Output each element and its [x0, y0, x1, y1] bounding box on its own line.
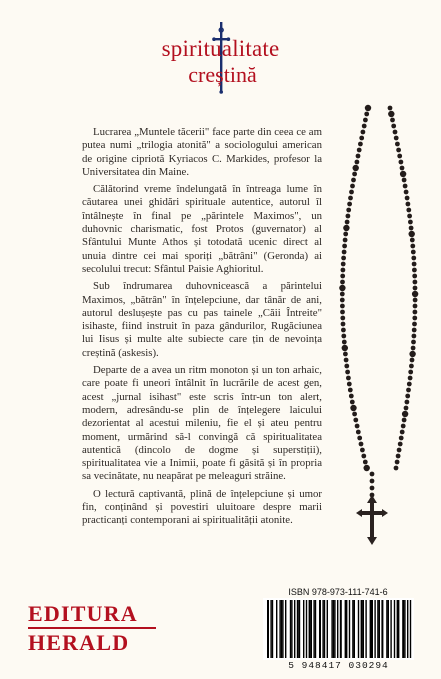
- rosary-bead: [411, 256, 416, 261]
- rosary-bead: [409, 226, 414, 231]
- rosary-bead: [346, 208, 351, 213]
- barcode-bar: [337, 600, 338, 658]
- barcode-bar: [374, 600, 375, 658]
- publisher-line-1: EDITURA: [28, 601, 138, 626]
- rosary-bead: [400, 171, 406, 177]
- barcode-bar: [285, 600, 286, 658]
- rosary-bead: [348, 388, 353, 393]
- barcode-bar: [363, 600, 364, 658]
- rosary-bead: [365, 105, 371, 111]
- rosary-bead: [404, 406, 409, 411]
- barcode-bar: [272, 600, 273, 658]
- rosary-bead: [342, 340, 347, 345]
- rosary-bead: [396, 148, 401, 153]
- rosary-bead: [408, 370, 413, 375]
- rosary-bead: [340, 304, 345, 309]
- rosary-bead: [341, 334, 346, 339]
- barcode-bar: [379, 600, 380, 658]
- rosary-bead: [413, 298, 418, 303]
- rosary-bead: [355, 160, 360, 165]
- rosary-bead: [412, 268, 417, 273]
- logo-line-1: spiritualitate: [161, 36, 280, 61]
- rosary-bead: [340, 280, 345, 285]
- rosary-bead: [411, 340, 416, 345]
- rosary-bead: [341, 262, 346, 267]
- rosary-bead: [340, 274, 345, 279]
- rosary-bead: [363, 118, 368, 123]
- barcode-bar: [398, 600, 399, 658]
- rosary-bead: [356, 154, 361, 159]
- barcode-bar: [298, 600, 300, 658]
- rosary-bead: [397, 448, 402, 453]
- rosary-bead: [412, 291, 418, 297]
- rosary-bead: [362, 124, 367, 129]
- rosary-bead: [364, 112, 369, 117]
- rosary-bead: [412, 328, 417, 333]
- barcode-bar: [294, 600, 295, 658]
- barcode-bar: [303, 600, 304, 658]
- barcode-bar: [371, 600, 373, 658]
- rosary-bead: [357, 148, 362, 153]
- barcode-bar: [377, 600, 378, 658]
- barcode-bar: [381, 600, 383, 658]
- barcode-bar: [333, 600, 334, 658]
- prayer-rope-icon: [310, 100, 430, 560]
- barcode-icon: [263, 598, 414, 660]
- rosary-bead: [395, 142, 400, 147]
- rosary-bead: [345, 370, 350, 375]
- barcode-bar: [334, 600, 335, 658]
- rosary-bead: [346, 376, 351, 381]
- publisher-line-2: HERALD: [28, 629, 130, 655]
- rosary-bead: [394, 136, 399, 141]
- rosary-bead: [412, 334, 417, 339]
- rosary-bead: [403, 184, 408, 189]
- rosary-bead: [402, 178, 407, 183]
- rosary-bead: [350, 400, 355, 405]
- rosary-bead: [394, 466, 399, 471]
- rosary-bead: [347, 382, 352, 387]
- rosary-bead: [412, 322, 417, 327]
- rosary-bead: [357, 436, 362, 441]
- rosary-bead: [396, 454, 401, 459]
- barcode-bar: [365, 600, 366, 658]
- rosary-bead: [412, 316, 417, 321]
- rosary-bead: [339, 285, 345, 291]
- rosary-bead: [408, 220, 413, 225]
- barcode-bar: [331, 600, 332, 658]
- rosary-bead: [347, 202, 352, 207]
- paragraph-1: Lucrarea „Muntele tăcerii" face parte din ceea ce am putea numi „trilogia atonită" a sociologului american de origine cipriotă Kyriacos C. Markides, profesor la Universitatea din Maine.: [82, 126, 322, 178]
- barcode-bar: [345, 600, 346, 658]
- rosary-bead: [399, 160, 404, 165]
- paragraph-3: Sub îndrumarea duhovnicească a părintelui Maximos, „bătrân" în înțelepciune, dar tânăr de ani, autorul deslușește pas cu pas tainele „Căii Întreite" isihaste, fiind instruit în paza gândurilor, Rugăciunea lui Iisus și multe alte subiecte care țin de nevoința creștină (askesis).: [82, 280, 322, 359]
- rosary-bead: [410, 238, 415, 243]
- barcode-bar: [407, 600, 408, 658]
- barcode-bar: [290, 600, 291, 658]
- barcode-bar: [358, 600, 359, 658]
- rosary-bead: [409, 351, 415, 357]
- rosary-bead: [393, 130, 398, 135]
- rosary-bead: [413, 286, 418, 291]
- rosary-bead: [406, 208, 411, 213]
- rosary-bead: [340, 298, 345, 303]
- rosary-bead: [404, 190, 409, 195]
- barcode-bar: [306, 600, 307, 658]
- barcode-bar: [313, 600, 314, 658]
- logo-line-2: creștină: [188, 62, 257, 87]
- rosary-bead: [342, 244, 347, 249]
- barcode-bar: [297, 600, 298, 658]
- rosary-bead: [412, 262, 417, 267]
- rosary-bead: [350, 184, 355, 189]
- rosary-bead: [406, 202, 411, 207]
- barcode-bar: [346, 600, 347, 658]
- rosary-bead: [342, 250, 347, 255]
- rosary-bead: [413, 310, 418, 315]
- rosary-bead: [344, 358, 349, 363]
- barcode-bar: [322, 600, 323, 658]
- rosary-bead: [408, 376, 413, 381]
- rosary-bead: [410, 244, 415, 249]
- rosary-bead: [355, 424, 360, 429]
- paragraph-2: Călătorind vreme îndelungată în întreaga lume în căutarea unei ghidări spirituale autentice, autorul îl întâlnește în final pe „părintele Maximos", un duhovnic charismatic, fost Protos (guvernator) al Sfântului Munte Athos și totodată ucenic direct al unuia dintre cei mai sporiți „bătrâni" (Geronda) ai secolului trecut: Sfântul Paisie Aghioritul.: [82, 183, 322, 275]
- rosary-bead: [358, 142, 363, 147]
- blurb-text: [82, 126, 322, 532]
- rosary-bead: [352, 172, 357, 177]
- rosary-bead: [363, 460, 368, 465]
- barcode-bar: [397, 600, 398, 658]
- rosary-bead: [351, 178, 356, 183]
- rosary-bead: [352, 412, 357, 417]
- barcode-bar: [354, 600, 355, 658]
- rosary-bead: [412, 274, 417, 279]
- rosary-bead: [409, 231, 415, 237]
- rosary-bead: [390, 118, 395, 123]
- rosary-bead: [349, 190, 354, 195]
- barcode-bar: [276, 600, 277, 658]
- rosary-bead: [398, 442, 403, 447]
- paragraph-5: O lectură captivantă, plină de înțelepciune și umor fin, conținând și povestiri uluitoare despre marii practicanți contemporani ai spiritualității atonite.: [82, 487, 322, 527]
- rosary-bead: [360, 448, 365, 453]
- barcode-bar: [324, 600, 325, 658]
- rosary-bead: [409, 364, 414, 369]
- rosary-bead: [353, 418, 358, 423]
- rosary-bead: [411, 250, 416, 255]
- rosary-bead: [401, 424, 406, 429]
- barcode-bar: [291, 600, 292, 658]
- barcode-bar: [404, 600, 405, 658]
- rosary-bead: [349, 394, 354, 399]
- paragraph-4: Departe de a avea un ritm monoton și un ton arhaic, care poate fi uneori întâlnit în lucrările de acest gen, acest „jurnal isihast" este scris într-un ton alert, modern, adresându-se plin de înțelegere laicului dezorientat al acestui mileniu, fie el și ateu pentru moment, urmărind să-l convingă că spiritualitatea autentică (dincolo de dogme și superstiții), spiritualitatea vie a Inimii, poate fi găsită și în propria sa vecinătate, nu neapărat pe meleaguri străine.: [82, 364, 322, 483]
- rosary-bead: [361, 454, 366, 459]
- rosary-bead: [407, 214, 412, 219]
- barcode-bar: [267, 600, 269, 658]
- rosary-bead: [341, 256, 346, 261]
- rosary-bead: [356, 430, 361, 435]
- rosary-bead: [402, 418, 407, 423]
- barcode-bar: [370, 600, 371, 658]
- rosary-bead: [340, 292, 345, 297]
- rosary-bead: [341, 268, 346, 273]
- barcode-bar: [319, 600, 321, 658]
- barcode-bar: [309, 600, 311, 658]
- rosary-bead: [340, 316, 345, 321]
- rosary-bead: [343, 232, 348, 237]
- rosary-bead: [411, 346, 416, 351]
- rosary-bead: [388, 111, 394, 117]
- rosary-bead: [350, 405, 356, 411]
- barcode-digits: 5 948417 030294: [288, 660, 389, 671]
- barcode-bar: [390, 600, 391, 658]
- rosary-bead: [413, 280, 418, 285]
- rosary-bead: [399, 436, 404, 441]
- barcode-bar: [361, 600, 363, 658]
- rosary-bead: [345, 220, 350, 225]
- rosary-bead: [402, 411, 408, 417]
- rosary-bead: [370, 486, 375, 491]
- rosary-bead: [395, 460, 400, 465]
- rosary-bead: [405, 394, 410, 399]
- rosary-bead: [353, 165, 359, 171]
- rosary-bead: [400, 430, 405, 435]
- series-logo: [0, 22, 441, 92]
- barcode-bar: [340, 600, 342, 658]
- publisher-logo: [28, 603, 168, 654]
- barcode-bar: [327, 600, 328, 658]
- rosary-bead: [359, 136, 364, 141]
- rosary-bead: [343, 238, 348, 243]
- rosary-bead: [397, 154, 402, 159]
- barcode-bar: [315, 600, 316, 658]
- rosary-bead: [348, 196, 353, 201]
- rosary-bead: [343, 225, 349, 231]
- rosary-bead: [359, 442, 364, 447]
- rosary-bead: [406, 388, 411, 393]
- rosary-bead: [346, 214, 351, 219]
- rosary-bead: [410, 358, 415, 363]
- rosary-bead: [343, 352, 348, 357]
- rosary-bead: [341, 328, 346, 333]
- rosary-bead: [413, 304, 418, 309]
- rosary-bead: [342, 345, 348, 351]
- rosary-bead: [391, 124, 396, 129]
- rosary-bead: [400, 166, 405, 171]
- barcode-bar: [270, 600, 271, 658]
- rosary-bead: [364, 465, 370, 471]
- barcode-bar: [386, 600, 387, 658]
- rosary-bead: [341, 322, 346, 327]
- rosary-bead: [388, 106, 393, 111]
- barcode-bar: [388, 600, 389, 658]
- rosary-bead: [405, 196, 410, 201]
- rosary-bead: [370, 472, 375, 477]
- rosary-bead: [407, 382, 412, 387]
- barcode-bar: [394, 600, 395, 658]
- barcode-bar: [282, 600, 283, 658]
- barcode-bar: [311, 600, 312, 658]
- barcode-bar: [279, 600, 280, 658]
- rosary-bead: [344, 364, 349, 369]
- rosary-bead: [340, 310, 345, 315]
- barcode-bar: [410, 600, 411, 658]
- barcode-bar: [349, 600, 350, 658]
- publisher-divider: [28, 627, 156, 629]
- rosary-bead: [361, 130, 366, 135]
- rosary-bead: [405, 400, 410, 405]
- isbn-label: ISBN 978-973-111-741-6: [288, 587, 388, 597]
- barcode-bar: [281, 600, 282, 658]
- barcode-bar: [352, 600, 353, 658]
- rosary-bead: [370, 479, 375, 484]
- barcode-bar: [402, 600, 404, 658]
